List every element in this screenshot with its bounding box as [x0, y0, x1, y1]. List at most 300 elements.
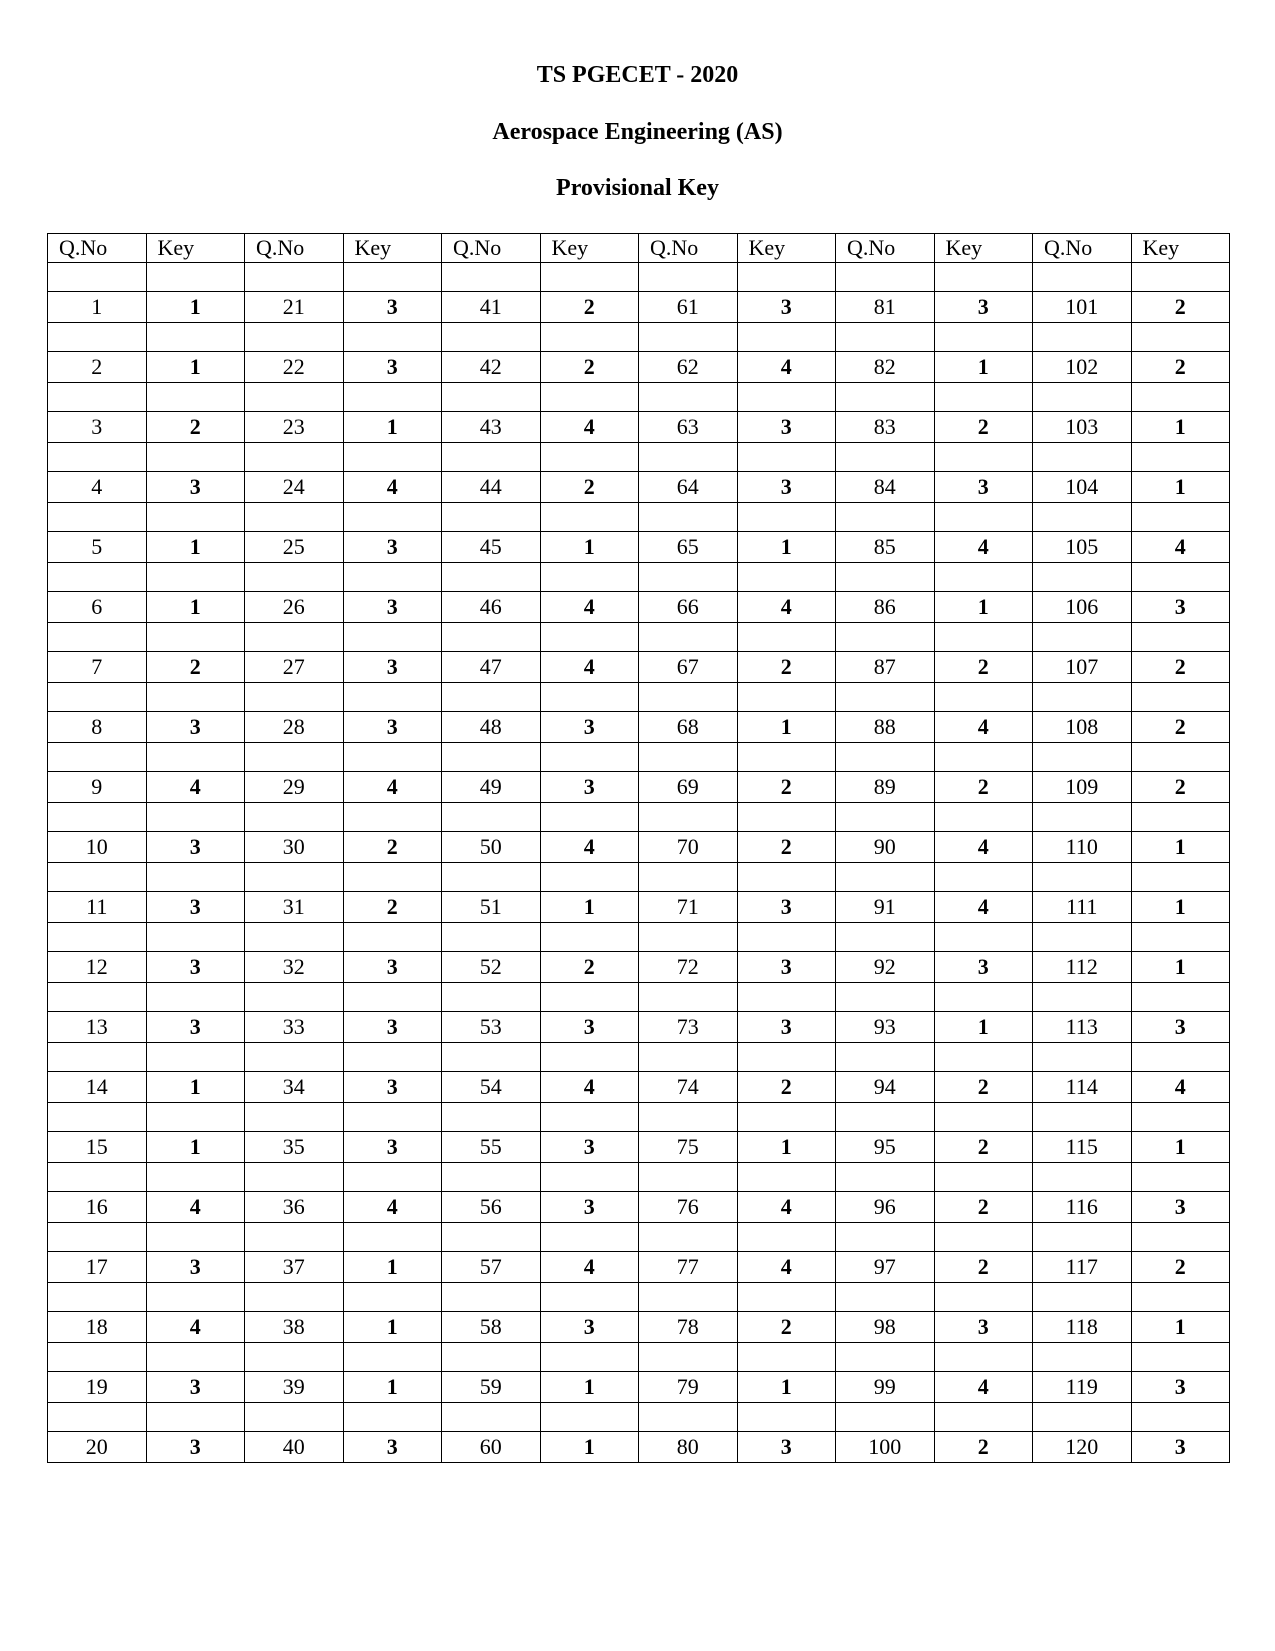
empty-cell: [639, 923, 738, 952]
empty-cell: [442, 683, 541, 712]
empty-cell: [146, 1403, 245, 1432]
question-number-cell: 46: [442, 592, 541, 623]
answer-key-cell: 1: [343, 1252, 442, 1283]
question-number-cell: 69: [639, 772, 738, 803]
answer-key-cell: 1: [146, 292, 245, 323]
empty-cell: [934, 1223, 1033, 1252]
table-spacer-row: [48, 1403, 1230, 1432]
answer-key-cell: 3: [343, 1432, 442, 1463]
empty-cell: [737, 983, 836, 1012]
question-number-cell: 14: [48, 1072, 147, 1103]
question-number-cell: 29: [245, 772, 344, 803]
question-number-cell: 111: [1033, 892, 1132, 923]
question-number-cell: 21: [245, 292, 344, 323]
question-number-cell: 76: [639, 1192, 738, 1223]
empty-cell: [934, 983, 1033, 1012]
question-number-cell: 58: [442, 1312, 541, 1343]
question-number-cell: 120: [1033, 1432, 1132, 1463]
empty-cell: [934, 623, 1033, 652]
table-spacer-row: [48, 263, 1230, 292]
question-number-cell: 7: [48, 652, 147, 683]
question-number-cell: 66: [639, 592, 738, 623]
empty-cell: [836, 863, 935, 892]
empty-cell: [639, 563, 738, 592]
table-row: [48, 892, 1230, 923]
question-number-cell: 104: [1033, 472, 1132, 503]
question-number-cell: 13: [48, 1012, 147, 1043]
question-number-cell: 68: [639, 712, 738, 743]
answer-key-cell: 3: [934, 952, 1033, 983]
table-spacer-row: [48, 383, 1230, 412]
question-number-cell: 106: [1033, 592, 1132, 623]
empty-cell: [146, 683, 245, 712]
empty-cell: [1131, 503, 1230, 532]
empty-cell: [1033, 1283, 1132, 1312]
empty-cell: [639, 1043, 738, 1072]
empty-cell: [48, 1103, 147, 1132]
table-spacer-row: [48, 983, 1230, 1012]
answer-key-cell: 4: [1131, 1072, 1230, 1103]
question-number-cell: 116: [1033, 1192, 1132, 1223]
question-number-cell: 86: [836, 592, 935, 623]
answer-key-cell: 3: [343, 352, 442, 383]
empty-cell: [146, 1343, 245, 1372]
empty-cell: [540, 923, 639, 952]
empty-cell: [1131, 983, 1230, 1012]
question-number-cell: 94: [836, 1072, 935, 1103]
answer-key-cell: 2: [343, 892, 442, 923]
question-number-cell: 91: [836, 892, 935, 923]
empty-cell: [836, 1163, 935, 1192]
empty-cell: [1131, 863, 1230, 892]
empty-cell: [1131, 263, 1230, 292]
answer-key-cell: 4: [737, 352, 836, 383]
answer-key-cell: 3: [1131, 1012, 1230, 1043]
answer-key-cell: 2: [1131, 772, 1230, 803]
question-number-cell: 31: [245, 892, 344, 923]
empty-cell: [442, 743, 541, 772]
empty-cell: [934, 1163, 1033, 1192]
answer-key-cell: 2: [737, 652, 836, 683]
question-number-cell: 89: [836, 772, 935, 803]
answer-key-cell: 3: [146, 1012, 245, 1043]
question-number-cell: 2: [48, 352, 147, 383]
table-spacer-row: [48, 1223, 1230, 1252]
question-number-cell: 65: [639, 532, 738, 563]
empty-cell: [48, 1043, 147, 1072]
question-number-cell: 80: [639, 1432, 738, 1463]
answer-key-cell: 1: [1131, 952, 1230, 983]
table-row: [48, 952, 1230, 983]
empty-cell: [934, 1403, 1033, 1432]
empty-cell: [442, 1403, 541, 1432]
empty-cell: [146, 863, 245, 892]
empty-cell: [343, 1103, 442, 1132]
answer-key-cell: 2: [934, 1132, 1033, 1163]
question-number-cell: 11: [48, 892, 147, 923]
empty-cell: [146, 263, 245, 292]
answer-key-cell: 3: [737, 412, 836, 443]
question-number-cell: 34: [245, 1072, 344, 1103]
empty-cell: [442, 1343, 541, 1372]
question-number-cell: 88: [836, 712, 935, 743]
table-spacer-row: [48, 503, 1230, 532]
question-number-cell: 97: [836, 1252, 935, 1283]
question-number-cell: 108: [1033, 712, 1132, 743]
question-number-cell: 95: [836, 1132, 935, 1163]
empty-cell: [639, 1403, 738, 1432]
empty-cell: [442, 1163, 541, 1192]
empty-cell: [1131, 1103, 1230, 1132]
empty-cell: [1131, 1163, 1230, 1192]
question-number-cell: 115: [1033, 1132, 1132, 1163]
empty-cell: [245, 983, 344, 1012]
answer-key-cell: 3: [146, 712, 245, 743]
table-row: [48, 652, 1230, 683]
empty-cell: [245, 503, 344, 532]
answer-key-cell: 3: [343, 712, 442, 743]
empty-cell: [343, 503, 442, 532]
empty-cell: [1131, 683, 1230, 712]
question-number-cell: 81: [836, 292, 935, 323]
empty-cell: [343, 1163, 442, 1192]
empty-cell: [442, 323, 541, 352]
answer-key-cell: 2: [737, 1312, 836, 1343]
table-spacer-row: [48, 1103, 1230, 1132]
empty-cell: [540, 623, 639, 652]
empty-cell: [442, 563, 541, 592]
question-number-cell: 83: [836, 412, 935, 443]
table-row: [48, 1372, 1230, 1403]
empty-cell: [540, 1163, 639, 1192]
answer-key-cell: 1: [540, 1432, 639, 1463]
empty-cell: [737, 1223, 836, 1252]
table-spacer-row: [48, 1163, 1230, 1192]
answer-key-cell: 3: [146, 952, 245, 983]
empty-cell: [540, 263, 639, 292]
empty-cell: [48, 323, 147, 352]
answer-key-cell: 1: [1131, 1312, 1230, 1343]
empty-cell: [737, 1283, 836, 1312]
question-number-cell: 107: [1033, 652, 1132, 683]
empty-cell: [540, 503, 639, 532]
empty-cell: [934, 1043, 1033, 1072]
empty-cell: [934, 323, 1033, 352]
empty-cell: [737, 1043, 836, 1072]
answer-key-cell: 3: [540, 772, 639, 803]
answer-key-cell: 1: [146, 1072, 245, 1103]
empty-cell: [737, 503, 836, 532]
empty-cell: [48, 623, 147, 652]
empty-cell: [1033, 803, 1132, 832]
question-number-cell: 53: [442, 1012, 541, 1043]
question-number-cell: 56: [442, 1192, 541, 1223]
empty-cell: [343, 803, 442, 832]
table-row: [48, 592, 1230, 623]
empty-cell: [639, 1163, 738, 1192]
answer-key-cell: 1: [540, 532, 639, 563]
question-number-cell: 82: [836, 352, 935, 383]
question-number-cell: 102: [1033, 352, 1132, 383]
question-number-cell: 40: [245, 1432, 344, 1463]
answer-key-cell: 3: [146, 472, 245, 503]
empty-cell: [48, 563, 147, 592]
empty-cell: [1033, 563, 1132, 592]
empty-cell: [836, 383, 935, 412]
column-header-key: Key: [737, 234, 836, 263]
empty-cell: [48, 863, 147, 892]
question-number-cell: 112: [1033, 952, 1132, 983]
question-number-cell: 23: [245, 412, 344, 443]
question-number-cell: 49: [442, 772, 541, 803]
table-row: [48, 772, 1230, 803]
empty-cell: [934, 263, 1033, 292]
empty-cell: [540, 863, 639, 892]
answer-key-cell: 4: [540, 1072, 639, 1103]
answer-key-table: [47, 233, 1230, 1463]
answer-key-cell: 4: [934, 712, 1033, 743]
column-header-key: Key: [343, 234, 442, 263]
empty-cell: [1131, 1403, 1230, 1432]
empty-cell: [1033, 1403, 1132, 1432]
answer-key-cell: 4: [1131, 532, 1230, 563]
empty-cell: [442, 863, 541, 892]
answer-key-cell: 3: [146, 892, 245, 923]
empty-cell: [245, 1103, 344, 1132]
empty-cell: [245, 1403, 344, 1432]
empty-cell: [1131, 383, 1230, 412]
empty-cell: [1033, 323, 1132, 352]
empty-cell: [1033, 383, 1132, 412]
empty-cell: [442, 623, 541, 652]
question-number-cell: 72: [639, 952, 738, 983]
empty-cell: [146, 1043, 245, 1072]
empty-cell: [737, 923, 836, 952]
answer-key-cell: 4: [146, 1312, 245, 1343]
question-number-cell: 93: [836, 1012, 935, 1043]
empty-cell: [146, 323, 245, 352]
answer-key-cell: 4: [934, 832, 1033, 863]
empty-cell: [934, 923, 1033, 952]
answer-key-cell: 3: [540, 712, 639, 743]
table-row: [48, 1012, 1230, 1043]
answer-key-cell: 3: [1131, 1372, 1230, 1403]
empty-cell: [1033, 863, 1132, 892]
empty-cell: [737, 623, 836, 652]
question-number-cell: 73: [639, 1012, 738, 1043]
table-spacer-row: [48, 323, 1230, 352]
empty-cell: [1131, 1043, 1230, 1072]
answer-key-cell: 3: [540, 1132, 639, 1163]
question-number-cell: 87: [836, 652, 935, 683]
table-spacer-row: [48, 683, 1230, 712]
answer-key-cell: 3: [737, 1432, 836, 1463]
answer-key-cell: 2: [540, 352, 639, 383]
answer-key-cell: 1: [934, 352, 1033, 383]
question-number-cell: 113: [1033, 1012, 1132, 1043]
answer-key-cell: 3: [343, 592, 442, 623]
empty-cell: [737, 563, 836, 592]
empty-cell: [146, 563, 245, 592]
empty-cell: [48, 683, 147, 712]
empty-cell: [1033, 503, 1132, 532]
empty-cell: [48, 1403, 147, 1432]
answer-key-cell: 3: [1131, 1192, 1230, 1223]
answer-key-cell: 2: [737, 832, 836, 863]
question-number-cell: 98: [836, 1312, 935, 1343]
question-number-cell: 44: [442, 472, 541, 503]
answer-key-cell: 4: [934, 892, 1033, 923]
empty-cell: [1033, 443, 1132, 472]
empty-cell: [48, 1343, 147, 1372]
empty-cell: [48, 923, 147, 952]
answer-key-cell: 1: [1131, 472, 1230, 503]
empty-cell: [442, 1283, 541, 1312]
question-number-cell: 114: [1033, 1072, 1132, 1103]
question-number-cell: 119: [1033, 1372, 1132, 1403]
answer-key-cell: 1: [737, 712, 836, 743]
empty-cell: [146, 1283, 245, 1312]
question-number-cell: 42: [442, 352, 541, 383]
empty-cell: [343, 743, 442, 772]
column-header-key: Key: [934, 234, 1033, 263]
question-number-cell: 19: [48, 1372, 147, 1403]
question-number-cell: 52: [442, 952, 541, 983]
empty-cell: [245, 563, 344, 592]
answer-key-cell: 3: [934, 472, 1033, 503]
empty-cell: [639, 863, 738, 892]
answer-key-cell: 2: [146, 412, 245, 443]
empty-cell: [934, 683, 1033, 712]
column-header-key: Key: [146, 234, 245, 263]
question-number-cell: 85: [836, 532, 935, 563]
question-number-cell: 79: [639, 1372, 738, 1403]
empty-cell: [836, 623, 935, 652]
empty-cell: [836, 743, 935, 772]
empty-cell: [639, 983, 738, 1012]
empty-cell: [48, 1283, 147, 1312]
empty-cell: [1033, 1163, 1132, 1192]
empty-cell: [48, 503, 147, 532]
column-header-key: Key: [1131, 234, 1230, 263]
column-header-qno: Q.No: [442, 234, 541, 263]
question-number-cell: 6: [48, 592, 147, 623]
column-header-qno: Q.No: [639, 234, 738, 263]
answer-key-cell: 4: [737, 592, 836, 623]
empty-cell: [836, 1403, 935, 1432]
empty-cell: [1131, 923, 1230, 952]
empty-cell: [737, 683, 836, 712]
empty-cell: [540, 383, 639, 412]
document-subject: Aerospace Engineering (AS): [492, 119, 783, 145]
empty-cell: [343, 263, 442, 292]
table-row: [48, 1432, 1230, 1463]
answer-key-cell: 1: [146, 352, 245, 383]
empty-cell: [639, 1343, 738, 1372]
empty-cell: [442, 803, 541, 832]
empty-cell: [836, 1103, 935, 1132]
table-spacer-row: [48, 743, 1230, 772]
answer-key-cell: 2: [540, 292, 639, 323]
question-number-cell: 84: [836, 472, 935, 503]
empty-cell: [639, 743, 738, 772]
answer-key-cell: 2: [540, 472, 639, 503]
question-number-cell: 99: [836, 1372, 935, 1403]
answer-key-cell: 2: [934, 772, 1033, 803]
empty-cell: [1033, 623, 1132, 652]
question-number-cell: 63: [639, 412, 738, 443]
question-number-cell: 101: [1033, 292, 1132, 323]
table-row: [48, 292, 1230, 323]
answer-key-cell: 3: [540, 1012, 639, 1043]
empty-cell: [934, 503, 1033, 532]
empty-cell: [639, 1223, 738, 1252]
answer-key-cell: 1: [737, 1372, 836, 1403]
empty-cell: [245, 623, 344, 652]
question-number-cell: 17: [48, 1252, 147, 1283]
question-number-cell: 33: [245, 1012, 344, 1043]
empty-cell: [442, 1223, 541, 1252]
empty-cell: [540, 1403, 639, 1432]
answer-key-cell: 1: [737, 532, 836, 563]
empty-cell: [737, 1103, 836, 1132]
empty-cell: [836, 503, 935, 532]
answer-key-cell: 1: [737, 1132, 836, 1163]
empty-cell: [146, 983, 245, 1012]
empty-cell: [934, 743, 1033, 772]
empty-cell: [442, 1103, 541, 1132]
empty-cell: [540, 803, 639, 832]
empty-cell: [245, 803, 344, 832]
answer-key-cell: 3: [343, 952, 442, 983]
question-number-cell: 92: [836, 952, 935, 983]
empty-cell: [245, 263, 344, 292]
answer-key-cell: 4: [540, 652, 639, 683]
answer-key-cell: 1: [934, 592, 1033, 623]
empty-cell: [146, 383, 245, 412]
question-number-cell: 77: [639, 1252, 738, 1283]
empty-cell: [1033, 683, 1132, 712]
empty-cell: [934, 803, 1033, 832]
empty-cell: [442, 443, 541, 472]
answer-key-cell: 4: [343, 772, 442, 803]
answer-key-cell: 3: [343, 1072, 442, 1103]
empty-cell: [639, 803, 738, 832]
question-number-cell: 28: [245, 712, 344, 743]
empty-cell: [146, 1223, 245, 1252]
question-number-cell: 60: [442, 1432, 541, 1463]
table-spacer-row: [48, 1283, 1230, 1312]
answer-key-cell: 3: [737, 292, 836, 323]
answer-key-cell: 2: [934, 412, 1033, 443]
empty-cell: [934, 383, 1033, 412]
empty-cell: [836, 683, 935, 712]
empty-cell: [48, 803, 147, 832]
question-number-cell: 75: [639, 1132, 738, 1163]
question-number-cell: 51: [442, 892, 541, 923]
empty-cell: [836, 983, 935, 1012]
question-number-cell: 118: [1033, 1312, 1132, 1343]
question-number-cell: 32: [245, 952, 344, 983]
question-number-cell: 35: [245, 1132, 344, 1163]
answer-key-cell: 3: [343, 1012, 442, 1043]
empty-cell: [836, 443, 935, 472]
answer-key-cell: 1: [146, 532, 245, 563]
question-number-cell: 18: [48, 1312, 147, 1343]
answer-key-cell: 2: [934, 1252, 1033, 1283]
empty-cell: [737, 263, 836, 292]
empty-cell: [146, 923, 245, 952]
